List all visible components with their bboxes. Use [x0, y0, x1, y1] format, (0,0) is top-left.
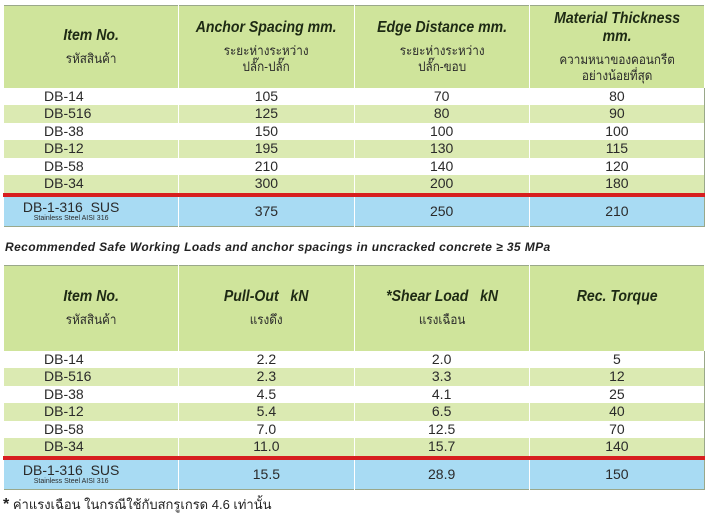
header-anchor-spacing	[179, 6, 354, 88]
table-row	[4, 123, 705, 141]
item-cell: DB-34	[4, 175, 179, 195]
header-item-no	[4, 6, 179, 88]
value-cell: 250	[354, 195, 529, 227]
table-row-stainless	[4, 195, 705, 227]
item-cell: DB-34	[4, 438, 179, 458]
value-cell: 80	[529, 88, 704, 106]
header-en: Pull-Out kN	[224, 288, 309, 306]
table-caption: Recommended Safe Working Loads and anchor spacings in uncracked concrete ≥ 35 MPa	[5, 240, 551, 254]
value-cell: 40	[529, 403, 704, 421]
value-cell: 150	[529, 458, 704, 490]
header-item-no	[4, 266, 179, 351]
value-cell: 5.4	[179, 403, 354, 421]
value-cell: 80	[354, 105, 529, 123]
header-edge-distance	[354, 6, 529, 88]
value-cell: 120	[529, 158, 704, 176]
footnote	[3, 494, 272, 515]
table-row-stainless	[4, 458, 705, 490]
item-cell: DB-12	[4, 403, 179, 421]
safe-working-loads-table	[3, 265, 705, 490]
table-row	[4, 368, 705, 386]
value-cell: 3.3	[354, 368, 529, 386]
item-cell: DB-38	[4, 123, 179, 141]
item-cell: DB-12	[4, 140, 179, 158]
value-cell: 210	[179, 158, 354, 176]
value-cell: 6.5	[354, 403, 529, 421]
header-th: รหัสสินค้า	[65, 50, 117, 66]
item-material: Stainless Steel AISI 316	[33, 477, 109, 485]
item-cell: DB-516	[4, 105, 179, 123]
item-name: DB-1-316 SUS	[22, 198, 120, 215]
value-cell: 150	[179, 123, 354, 141]
value-cell: 140	[354, 158, 529, 176]
value-cell: 300	[179, 175, 354, 195]
value-cell: 5	[529, 351, 704, 369]
header-en: Item No.	[63, 288, 119, 306]
table-row	[4, 140, 705, 158]
table-row	[4, 175, 705, 195]
value-cell: 180	[529, 175, 704, 195]
value-cell: 140	[529, 438, 704, 458]
table-row	[4, 386, 705, 404]
header-th: ความหนาของคอนกรีต	[559, 51, 675, 67]
value-cell: 70	[354, 88, 529, 106]
table-row	[4, 403, 705, 421]
anchor-spacing-table	[3, 5, 705, 227]
header-en: Anchor Spacing mm.	[195, 18, 337, 36]
value-cell: 130	[354, 140, 529, 158]
header-th: ปลั๊ก-ปลั๊ก	[242, 58, 290, 74]
header-en: Material Thickness mm.	[553, 9, 680, 45]
value-cell: 125	[179, 105, 354, 123]
value-cell: 100	[529, 123, 704, 141]
value-cell: 195	[179, 140, 354, 158]
item-cell: DB-58	[4, 158, 179, 176]
item-cell: DB-14	[4, 351, 179, 369]
header-pull-out	[179, 266, 354, 351]
table-row	[4, 421, 705, 439]
value-cell: 2.2	[179, 351, 354, 369]
value-cell: 115	[529, 140, 704, 158]
header-th: แรงดึง	[249, 312, 283, 328]
header-th: ระยะห่างระหว่าง	[223, 42, 309, 58]
header-th: รหัสสินค้า	[65, 312, 117, 328]
header-en: Item No.	[63, 26, 119, 44]
value-cell: 15.7	[354, 438, 529, 458]
value-cell: 7.0	[179, 421, 354, 439]
header-rec-torque	[529, 266, 704, 351]
header-material-thickness	[529, 6, 704, 88]
value-cell: 28.9	[354, 458, 529, 490]
header-en: *Shear Load kN	[385, 288, 498, 306]
value-cell: 25	[529, 386, 704, 404]
table-row	[4, 158, 705, 176]
item-material: Stainless Steel AISI 316	[33, 214, 109, 222]
value-cell: 100	[354, 123, 529, 141]
value-cell: 375	[179, 195, 354, 227]
value-cell: 2.3	[179, 368, 354, 386]
footnote-star: *	[3, 496, 10, 513]
item-name: DB-1-316 SUS	[22, 461, 120, 478]
header-en: Rec. Torque	[576, 288, 658, 306]
value-cell: 90	[529, 105, 704, 123]
header-en: Edge Distance mm.	[376, 18, 507, 36]
header-th: ระยะห่างระหว่าง	[399, 42, 485, 58]
header-th: ปลั๊ก-ขอบ	[417, 58, 466, 74]
header-th: อย่างน้อยที่สุด	[581, 67, 653, 83]
item-cell: DB-14	[4, 88, 179, 106]
value-cell: 4.1	[354, 386, 529, 404]
value-cell: 2.0	[354, 351, 529, 369]
table-row	[4, 88, 705, 106]
value-cell: 200	[354, 175, 529, 195]
value-cell: 12.5	[354, 421, 529, 439]
value-cell: 70	[529, 421, 704, 439]
value-cell: 105	[179, 88, 354, 106]
item-cell: DB-38	[4, 386, 179, 404]
table-row	[4, 105, 705, 123]
item-cell	[4, 195, 179, 227]
footnote-text: ค่าแรงเฉือน ในกรณีใช้กับสกรูเกรด 4.6 เท่านั้น	[9, 497, 272, 512]
value-cell: 210	[529, 195, 704, 227]
value-cell: 11.0	[179, 438, 354, 458]
value-cell: 4.5	[179, 386, 354, 404]
value-cell: 15.5	[179, 458, 354, 490]
value-cell: 12	[529, 368, 704, 386]
header-th: แรงเฉือน	[418, 312, 465, 328]
table-row	[4, 351, 705, 369]
header-shear-load	[354, 266, 529, 351]
item-cell: DB-58	[4, 421, 179, 439]
table-row	[4, 438, 705, 458]
item-cell: DB-516	[4, 368, 179, 386]
item-cell	[4, 458, 179, 490]
